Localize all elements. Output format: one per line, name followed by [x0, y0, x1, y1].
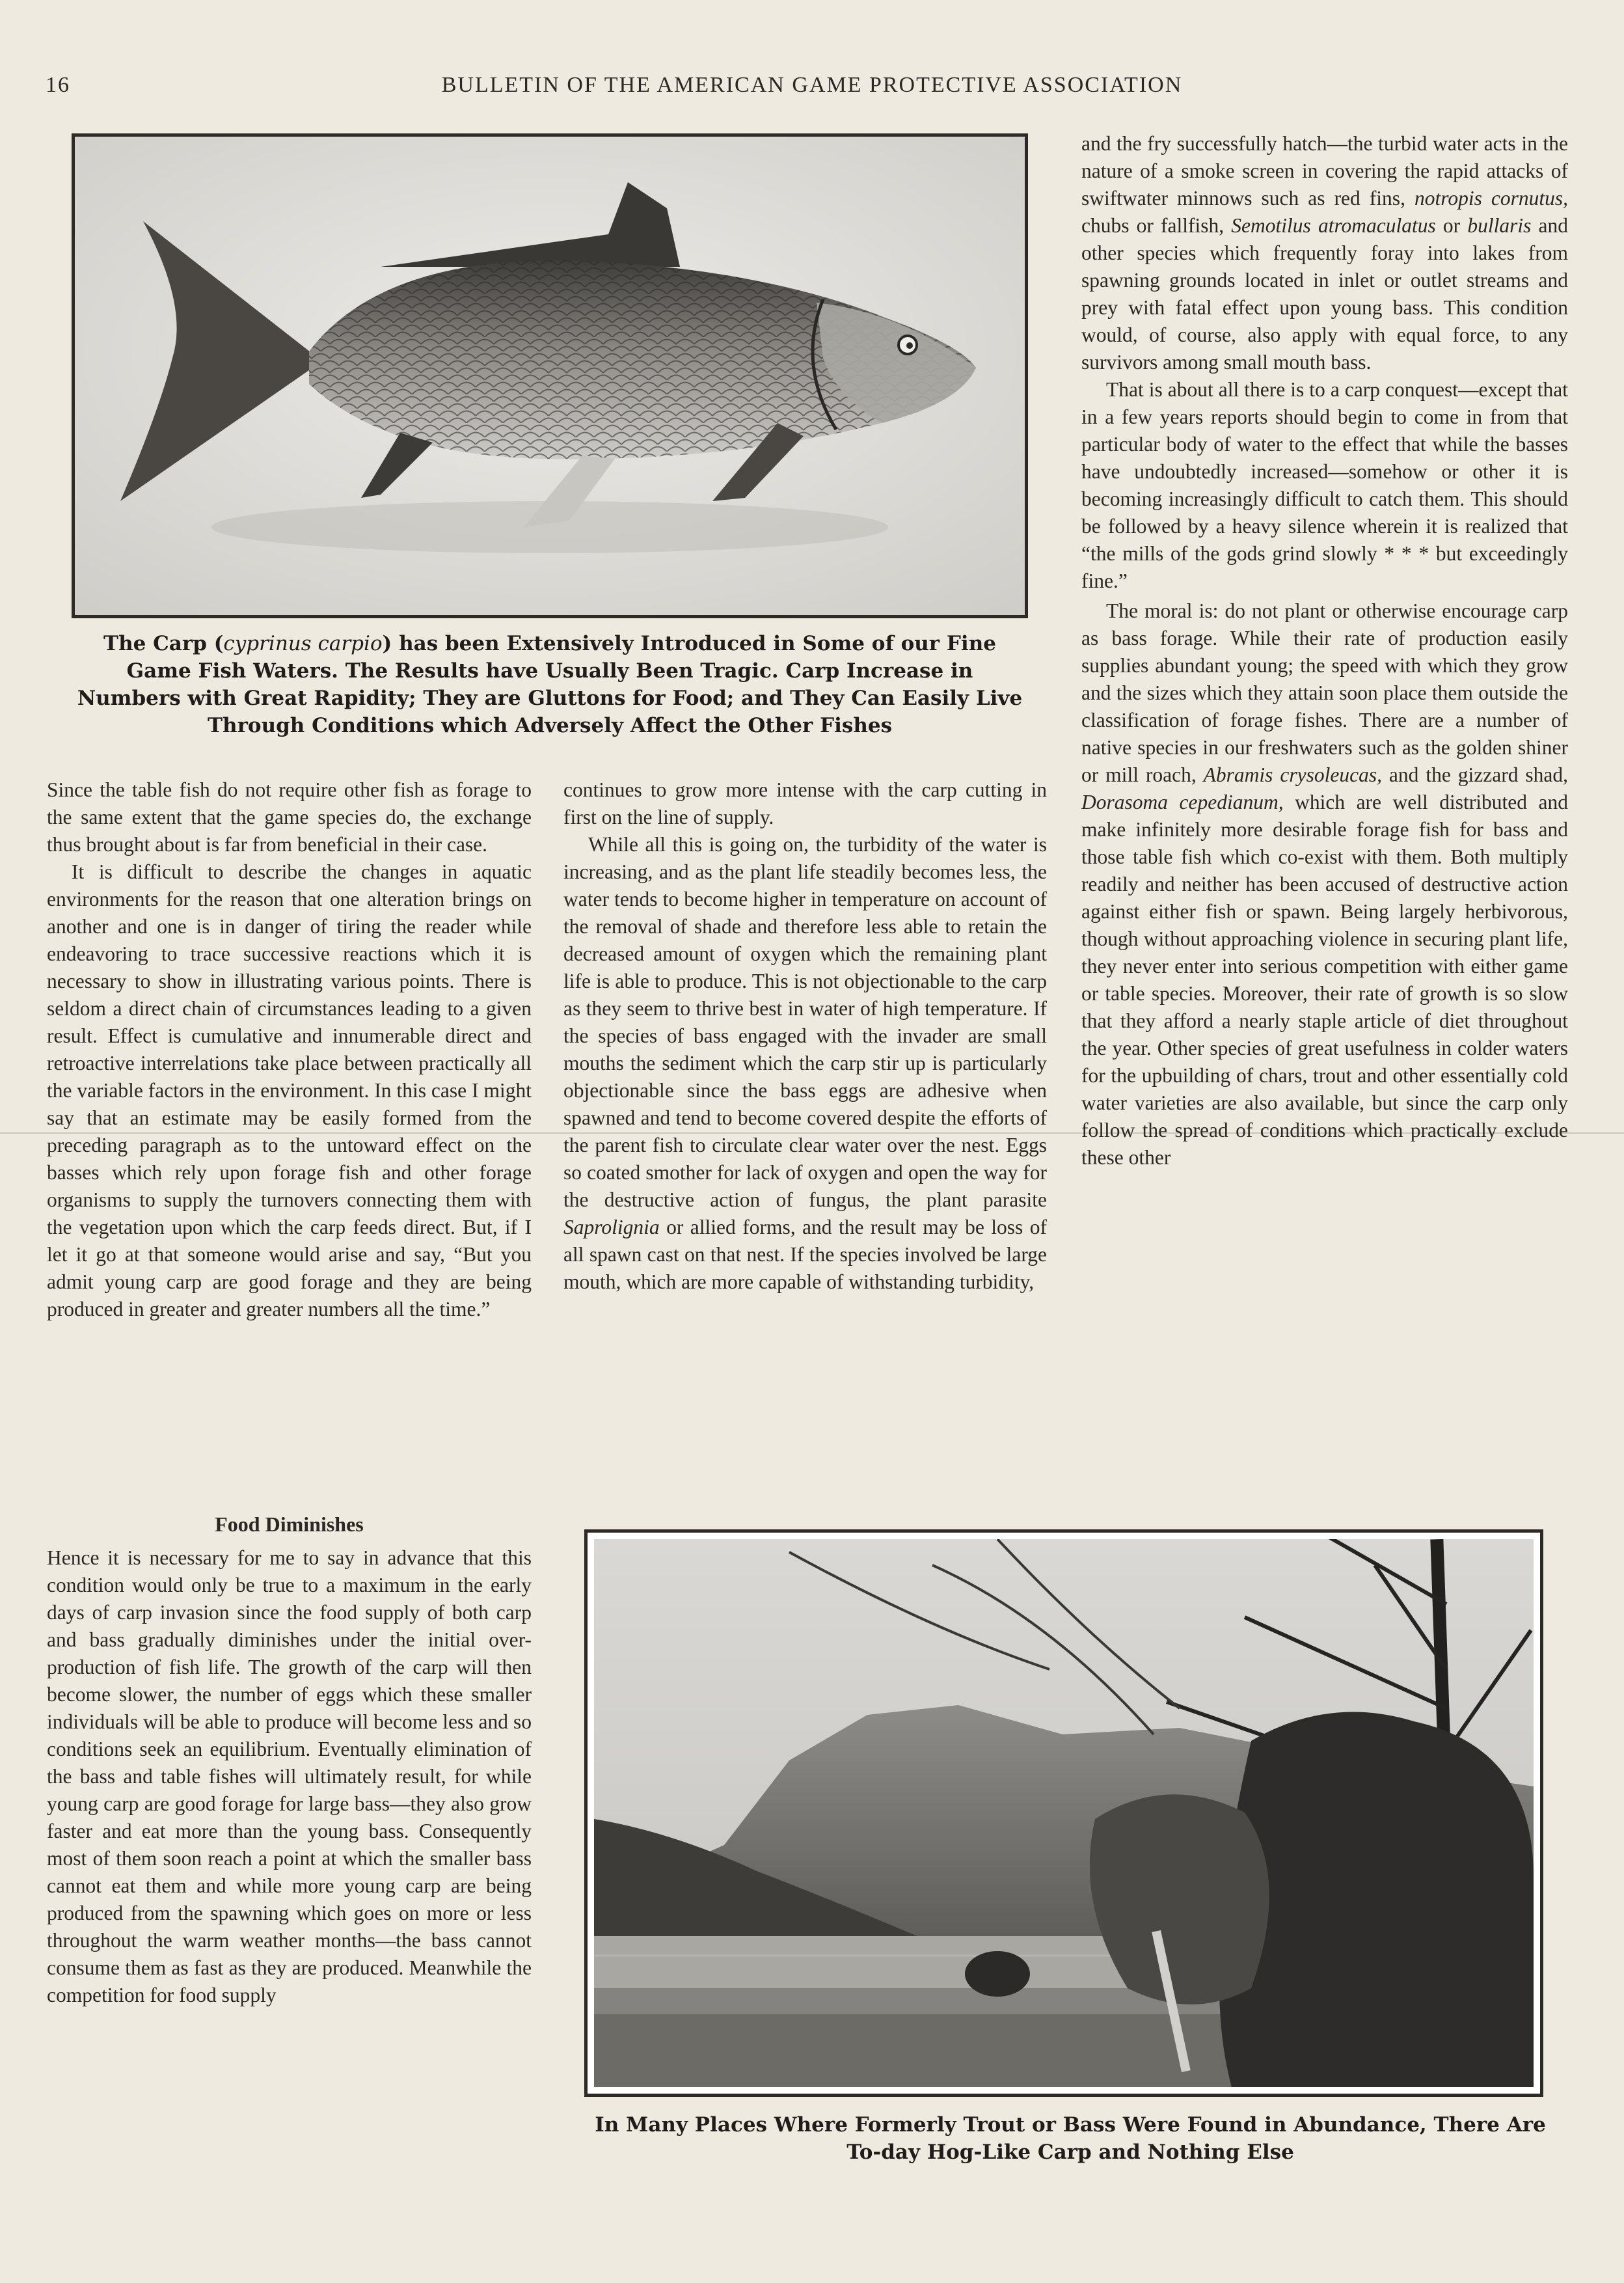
running-header [0, 73, 1624, 112]
carp-caption: The Carp (cyprinus carpio) has been Extensively Introduced in Some of our Fine Game Fish Waters. The Results have Usually Been Tragic. Carp Increase in Numbers with Great Rapidity; They are Gluttons for Food; and They Can Easily Live Through Conditions which Adversely Affect the Other Fishes [77, 632, 1023, 737]
page-number: 16 [46, 73, 70, 97]
caption-italic-name: cyprinus carpio [223, 632, 383, 655]
bulletin-title: BULLETIN OF THE AMERICAN GAME PROTECTIVE ASSOCIATION [441, 73, 1183, 97]
paragraph: That is about all there is to a carp conquest—except that in a few years reports should begin to come in from that particular body of water to the effect that while the basses have undoubtedly increased—somehow or other it is becoming increasingly difficult to catch them. This should be followed by a heavy silence wherein it is realized that “the mills of the gods grind slowly * * * but exceedingly fine.” [1081, 378, 1568, 592]
lake-landscape-illustration [594, 1539, 1534, 2087]
carp-illustration [75, 137, 1025, 615]
paragraph: Since the table fish do not require other fish as forage to the same extent that the game species do, the exchange thus brought about is far from beneficial in their case. [47, 778, 532, 856]
section-subhead: Food Diminishes [215, 1512, 364, 1536]
paragraph: It is difficult to describe the changes in aquatic environments for the reason that one alteration brings on another and one is in danger of tiring the reader while endeavoring to trace successive reactions which it is necessary to show in illustrating various points. There is seldom a direct chain of circumstances leading to a given result. Effect is cumulative and innumerable direct and retroactive interrelations take place between practically all the variable factors in the environment. In this case I might say that an estimate may be easily formed from the preceding paragraph as to the untoward effect on the basses which rely upon forage fish and other forage organisms to supply the turnovers connecting them with the vegetation upon which the carp feeds direct. But, if I let it go at that someone would arise and say, “But you admit young carp are good forage and they are being produced in greater and greater numbers all the time.” [47, 860, 532, 1320]
paragraph: The moral is: do not plant or otherwise encourage carp as bass forage. While their rate of production easily supplies abundant young; the speed with which they grow and the sizes which they attain soon place them outside the classification of forage fishes. There are a number of native species in our freshwaters such as the golden shiner or mill roach, Abramis crysoleucas, and the gizzard shad, Dorasoma cepedianum, which are well distributed and make infinitely more desirable forage fish for bass and those table fish which co-exist with them. Both multiply readily and neither has been accused of destructive action against either fish or spawn. Being largely herbivorous, though without approaching violence in securing plant life, they never enter into serious competition with either game or table species. Moreover, their rate of growth is so slow that they afford a nearly staple article of diet throughout the year. Other species of great usefulness in colder waters for the upbuilding of chars, trout and other essentially cold water varieties are also available, but since the carp only follow the spread of conditions which practically exclude these other [1081, 599, 1568, 1169]
paragraph: continues to grow more intense with the carp cutting in first on the line of supply. [563, 778, 1047, 828]
lake-photo [584, 1529, 1543, 2097]
column-right [1081, 130, 1568, 1171]
paragraph: Hence it is necessary for me to say in advance that this condition would only be true to a maximum in the early days of carp invasion since the food supply of both carp and bass gradually diminishes under the initial over-production of fish life. The growth of the carp will then become slower, the number of eggs which these smaller individuals will be able to produce will become less and so conditions seek an equilibrium. Eventually elimination of the bass and table fishes will ultimately result, for while young carp are good forage for large bass—they also grow faster and eat more than the young bass. Consequently most of them soon reach a point at which the smaller bass cannot eat them and while more young carp are being produced from the spawning which goes on more or less throughout the warm weather months—the bass cannot consume them as fast as they are produced. Meanwhile the competition for food supply [47, 1546, 532, 2006]
lake-caption: In Many Places Where Formerly Trout or Bass Were Found in Abundance, There Are To-day Hog-Like Carp and Nothing Else [595, 2113, 1546, 2164]
column-left-top [47, 776, 532, 1323]
paragraph: While all this is going on, the turbidity of the water is increasing, and as the plant life steadily becomes less, the water tends to become higher in temperature on account of the removal of shade and therefore less able to retain the decreased amount of oxygen which the remaining plant life is able to produce. This is not objectionable to the carp as they seem to thrive best in water of high temperature. If the species of bass engaged with the invader are small mouths the sediment which the carp stir up is particularly objectionable since the bass eggs are adhesive when spawned and tend to become covered despite the efforts of the parent fish to circulate clear water over the nest. Eggs so coated smother for lack of oxygen and open the way for the destructive action of fungus, the plant parasite Saprolignia or allied forms, and the result may be loss of all spawn cast on that nest. If the species involved be large mouth, which are more capable of withstanding turbidity, [563, 833, 1047, 1293]
carp-photo [72, 133, 1028, 618]
column-middle [563, 776, 1047, 1296]
paragraph: and the fry successfully hatch—the turbid water acts in the nature of a smoke screen in covering the rapid attacks of swiftwater minnows such as red fins, notropis cornutus, chubs or fallfish, Semotilus atromaculatus or bullaris and other species which frequently foray into lakes from spawning grounds located in inlet or outlet streams and prey with fatal effect upon young bass. This condition would, of course, also apply with equal force, to any survivors among small mouth bass. [1081, 132, 1568, 374]
column-left-bottom [47, 1544, 532, 2009]
